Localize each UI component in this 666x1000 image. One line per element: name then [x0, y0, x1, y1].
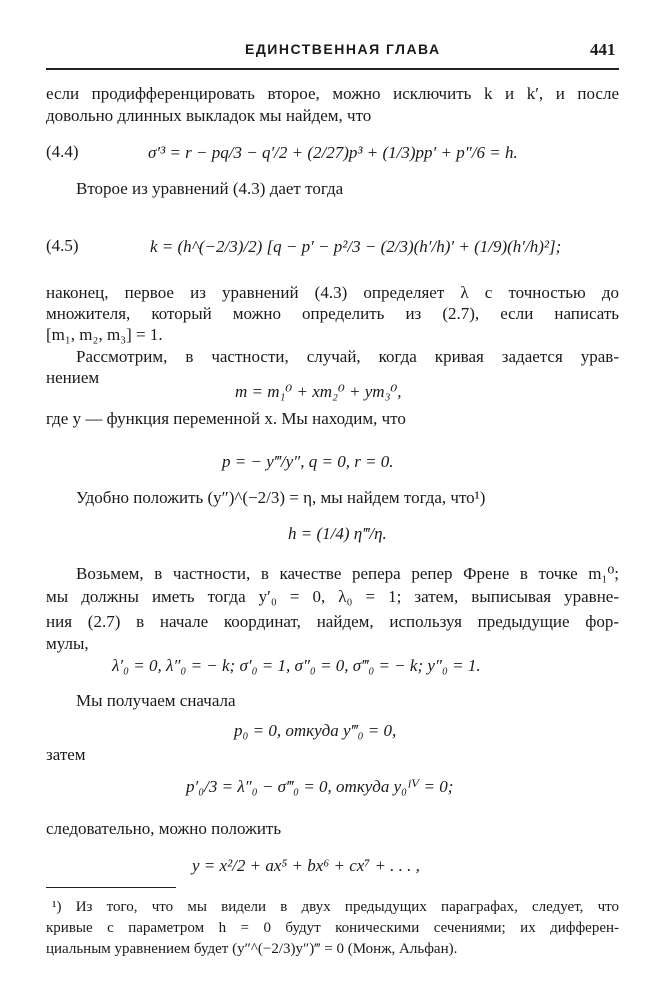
text-line: Мы получаем сначала — [76, 691, 236, 710]
equation-4-5: k = (h^(−2/3)/2) [q − p′ − p²/3 − (2/3)(h′/h)′ + (1/9)(h′/h)²]; — [150, 237, 562, 256]
equation-p0-prime: p′₀/3 = λ″₀ − σ‴₀ = 0, откуда y₀ᴵⱽ = 0; — [186, 777, 454, 796]
equation-number: (4.5) — [46, 236, 79, 255]
text-line: [m₁, m₂, m₃] = 1. — [46, 325, 163, 344]
text-line: если продифференцировать второе, можно исключить k и k′, и после — [46, 84, 619, 103]
text-line: нением — [46, 368, 100, 387]
equation-initial-values: λ′₀ = 0, λ″₀ = − k; σ′₀ = 1, σ″₀ = 0, σ‴₀ = − k; y″₀ = 1. — [112, 656, 481, 675]
text-line: Возьмем, в частности, в качестве репера репер Френе в точке m₁⁰; — [76, 564, 619, 583]
equation-number: (4.4) — [46, 142, 79, 161]
footnote-line: циальным уравнением будет (y″^(−2/3)y″)‴ = 0 (Монж, Альфан). — [46, 941, 458, 957]
text-line: мулы, — [46, 634, 89, 653]
running-title: ЕДИНСТВЕННАЯ ГЛАВА — [245, 41, 441, 57]
equation-curve: m = m₁⁰ + xm₂⁰ + ym₃⁰, — [235, 382, 402, 401]
text-line: ния (2.7) в начале координат, найдем, используя предыдущие фор- — [46, 612, 619, 631]
text-line: следовательно, можно положить — [46, 819, 282, 838]
text-line: Удобно положить (y″)^(−2/3) = η, мы найдем тогда, что¹) — [76, 488, 486, 507]
footnote-rule — [46, 887, 176, 888]
text-line: множителя, который можно определить из (2.7), если написать — [46, 304, 619, 323]
footnote-line: кривые с параметром h = 0 будут коническими сечениями; их дифферен- — [46, 920, 619, 936]
text-line: где y — функция переменной x. Мы находим, что — [46, 409, 406, 428]
text-line: Рассмотрим, в частности, случай, когда кривая задается урав- — [76, 347, 619, 366]
text-line: мы должны иметь тогда y′₀ = 0, λ₀ = 1; затем, выписывая уравне- — [46, 587, 619, 606]
text-line: затем — [46, 745, 86, 764]
equation-h: h = (1/4) η‴/η. — [288, 524, 387, 543]
equation-p0: p₀ = 0, откуда y‴₀ = 0, — [234, 721, 397, 740]
equation-series: y = x²/2 + ax⁵ + bx⁶ + cx⁷ + . . . , — [192, 856, 420, 875]
page-number: 441 — [590, 40, 616, 59]
text-line: довольно длинных выкладок мы найдем, что — [46, 106, 372, 125]
equation-pqr: p = − y‴/y″, q = 0, r = 0. — [222, 452, 394, 471]
header-rule — [46, 68, 619, 70]
text-line: наконец, первое из уравнений (4.3) определяет λ с точностью до — [46, 283, 619, 302]
footnote-line: ¹) Из того, что мы видели в двух предыдущих параграфах, следует, что — [52, 899, 619, 915]
equation-4-4: σ′³ = r − pq/3 − q′/2 + (2/27)p³ + (1/3)pp′ + p″/6 = h. — [148, 143, 518, 162]
text-line: Второе из уравнений (4.3) дает тогда — [76, 179, 344, 198]
